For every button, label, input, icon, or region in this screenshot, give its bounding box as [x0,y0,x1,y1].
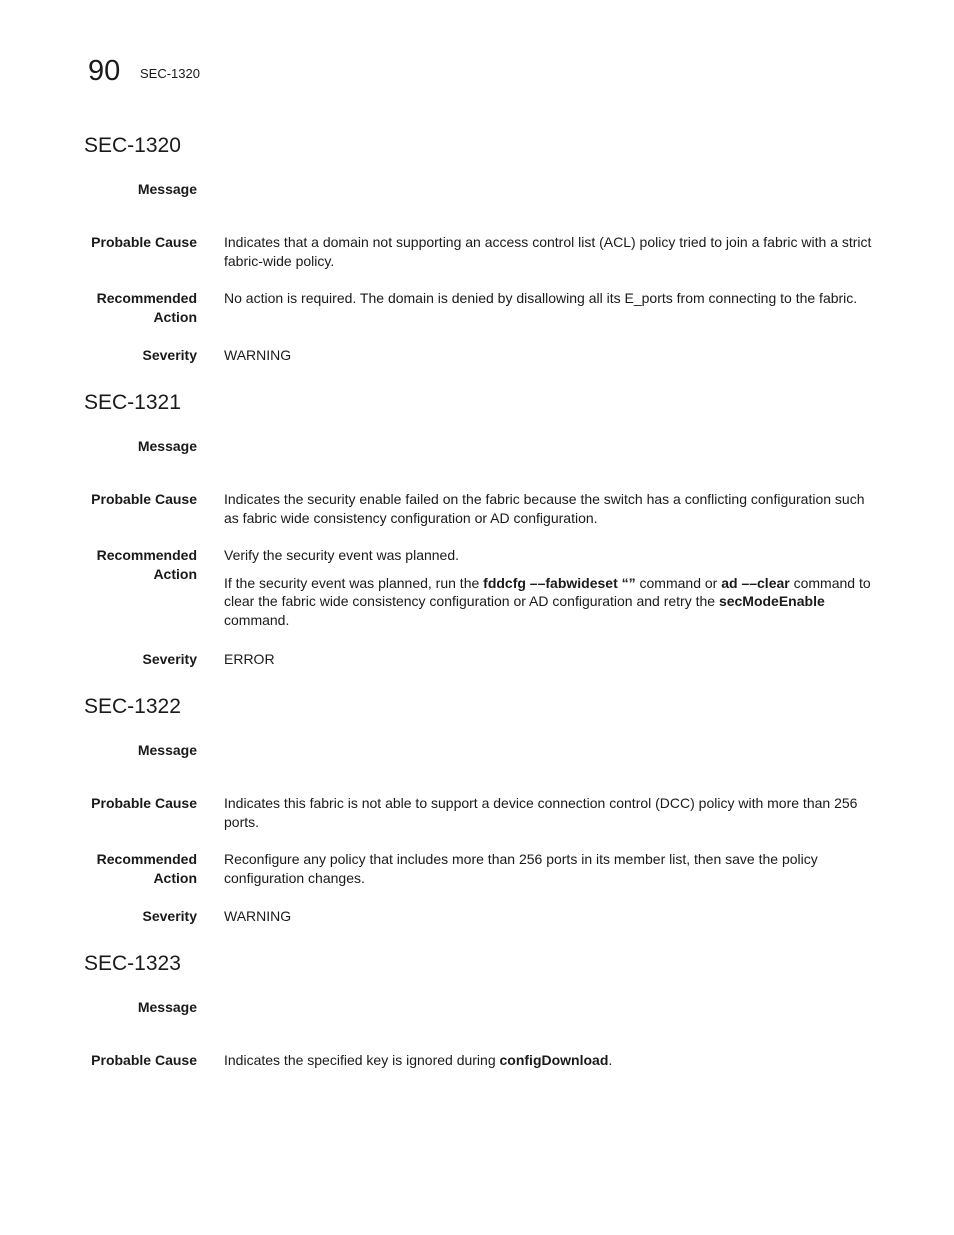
probable-cause-label: Probable Cause [91,491,197,507]
entry-title: SEC-1320 [84,134,181,157]
command-ad-clear: ad ––clear [721,574,790,591]
message-label: Message [137,742,197,758]
action-text: command. [224,611,290,628]
recommended-action-label [84,850,197,888]
recommended-action-label [84,289,197,327]
action-text: command to clear the fabric wide consistency configuration or AD configuration and retry the [224,574,871,609]
probable-cause-label: Probable Cause [91,795,197,811]
entry-title: SEC-1323 [84,952,181,975]
action-paragraph-1: Verify the security event was planned. [224,547,460,563]
cause-text: Indicates the specified key is ignored during [224,1052,500,1068]
recommended-action-label [84,546,197,584]
severity-value: WARNING [224,908,292,924]
label-line: Recommended [96,851,197,867]
label-line: Action [153,309,197,325]
severity-value: ERROR [224,651,275,667]
severity-label: Severity [142,908,197,924]
probable-cause-label: Probable Cause [91,234,197,250]
message-label: Message [137,438,197,454]
command-secmodeenable: secModeEnable [718,593,825,609]
recommended-action-text: Reconfigure any policy that includes more than 256 ports in its member list, then save the policy configuration changes. [224,851,818,886]
command-configdownload: configDownload [499,1052,609,1068]
page-number: 90 [88,55,121,87]
probable-cause-text: Indicates the security enable failed on the fabric because the switch has a conflicting configuration such as fabric wide consistency configuration or AD configuration. [224,491,865,526]
probable-cause-text: Indicates that a domain not supporting an access control list (ACL) policy tried to join a fabric with a strict fabric-wide policy. [224,234,872,269]
command-fddcfg: fddcfg ––fabwideset “” [483,574,636,591]
message-label: Message [137,181,197,197]
label-line: Recommended [96,290,197,306]
label-line: Action [153,870,197,886]
entry-title: SEC-1322 [84,695,181,718]
recommended-action-text: No action is required. The domain is denied by disallowing all its E_ports from connecting to the fabric. [224,290,858,306]
severity-label: Severity [142,347,197,363]
severity-label: Severity [142,651,197,667]
header-code: SEC-1320 [140,66,200,81]
label-line: Recommended [96,547,197,563]
recommended-action-text [224,546,874,629]
action-text: command or [635,574,722,591]
label-line: Action [153,566,197,582]
message-label: Message [137,999,197,1015]
probable-cause-text: Indicates this fabric is not able to support a device connection control (DCC) policy with more than 256 ports. [224,795,858,830]
probable-cause-label: Probable Cause [91,1052,197,1068]
severity-value: WARNING [224,347,292,363]
probable-cause-text [224,1051,874,1070]
action-text: If the security event was planned, run the [224,574,484,591]
cause-text: . [608,1052,613,1068]
entry-title: SEC-1321 [84,391,181,414]
action-paragraph-2 [224,574,874,630]
